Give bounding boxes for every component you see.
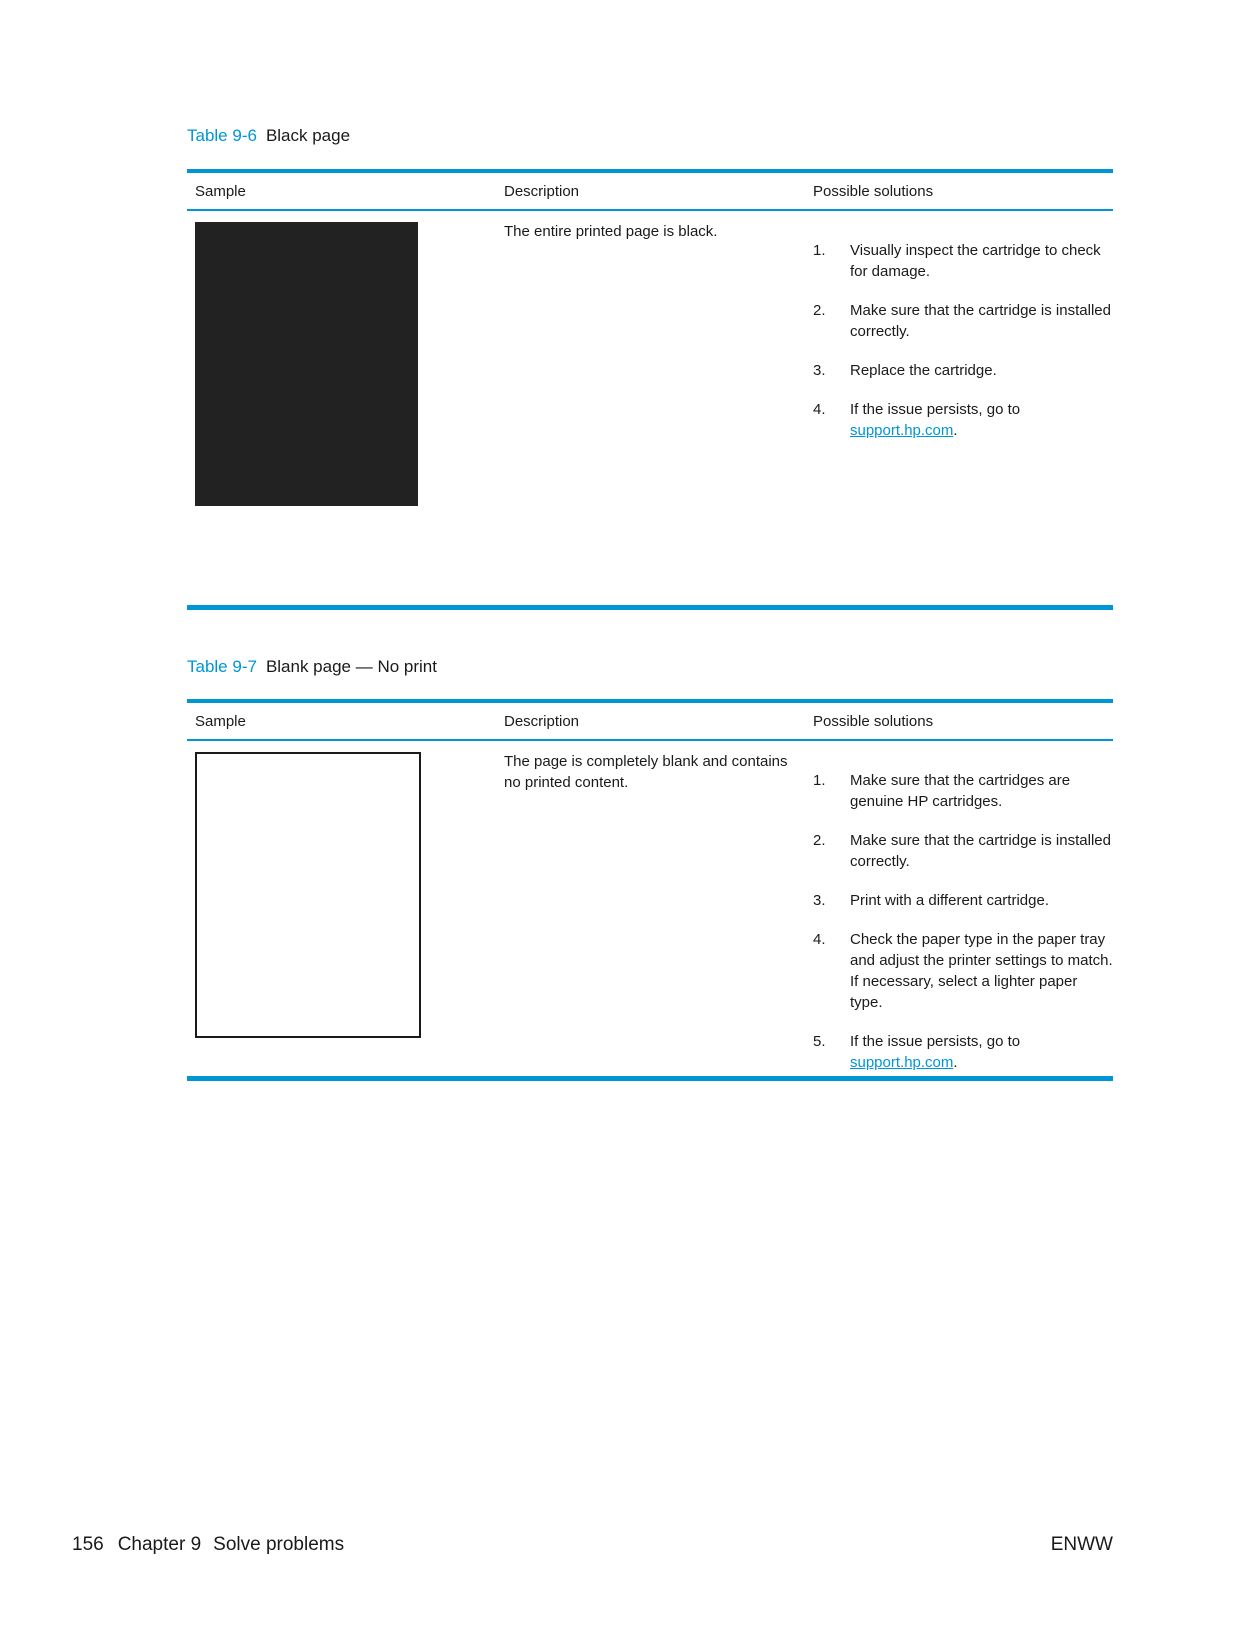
step-text-end: .	[953, 1054, 958, 1071]
header-description: Description	[504, 183, 580, 200]
step-text: Visually inspect the cartridge to check for damage.	[850, 242, 1101, 280]
step-number: 5.	[813, 1033, 826, 1050]
solution-step	[813, 399, 1113, 441]
step-number: 4.	[813, 931, 826, 948]
header-solutions: Possible solutions	[813, 183, 934, 200]
table-bottom-rule	[187, 1076, 1113, 1081]
step-number: 1.	[813, 242, 826, 259]
page-number: 156	[72, 1534, 104, 1555]
table-caption	[187, 657, 1113, 677]
description-text: The page is completely blank and contains no printed content.	[504, 753, 788, 791]
solution-step	[813, 929, 1113, 1013]
solution-step	[813, 240, 1113, 282]
step-text: Print with a different cartridge.	[850, 892, 1049, 909]
solution-step	[813, 1031, 1113, 1073]
header-sample: Sample	[195, 183, 246, 200]
step-number: 2.	[813, 832, 826, 849]
solution-step	[813, 300, 1113, 342]
footer-section: Solve problems	[213, 1534, 345, 1555]
step-number: 2.	[813, 302, 826, 319]
blank-page-sample-image	[195, 752, 421, 1038]
step-text: If the issue persists, go to	[850, 1033, 1021, 1050]
header-solutions: Possible solutions	[813, 713, 934, 730]
table-body-row	[187, 211, 1113, 605]
step-text: Make sure that the cartridge is installed correctly.	[850, 302, 1111, 340]
step-text: Make sure that the cartridges are genuine HP cartridges.	[850, 772, 1071, 810]
table-body-row	[187, 741, 1113, 1076]
table-title: Black page	[265, 126, 351, 145]
solution-step	[813, 770, 1113, 812]
support-link[interactable]: support.hp.com	[850, 1054, 954, 1071]
table-caption	[187, 126, 1113, 146]
step-number: 1.	[813, 772, 826, 789]
table-header-row	[187, 703, 1113, 741]
table-black-page	[187, 126, 1113, 605]
page-footer-left	[72, 1534, 358, 1556]
step-text-end: .	[953, 422, 958, 439]
footer-chapter: Chapter 9	[117, 1534, 202, 1555]
step-text: If the issue persists, go to	[850, 401, 1021, 418]
solution-step	[813, 360, 1113, 381]
footer-locale: ENWW	[1050, 1534, 1113, 1555]
table-label: Table 9-7	[187, 657, 257, 676]
solution-step	[813, 830, 1113, 872]
header-sample: Sample	[195, 713, 246, 730]
solution-steps	[813, 240, 1113, 459]
description-text: The entire printed page is black.	[504, 223, 718, 240]
black-page-sample-image	[195, 222, 418, 506]
step-text: Make sure that the cartridge is installed correctly.	[850, 832, 1111, 870]
step-text: Check the paper type in the paper tray and adjust the printer settings to match. If necessary, select a lighter paper type.	[850, 931, 1113, 1011]
table-blank-page	[187, 657, 1113, 1076]
table-bottom-rule	[187, 605, 1113, 610]
header-description: Description	[504, 713, 580, 730]
solution-steps	[813, 770, 1113, 1091]
table-header-row	[187, 173, 1113, 211]
support-link[interactable]: support.hp.com	[850, 422, 954, 439]
step-number: 3.	[813, 892, 826, 909]
solution-step	[813, 890, 1113, 911]
table-label: Table 9-6	[187, 126, 257, 145]
step-text: Replace the cartridge.	[850, 362, 997, 379]
step-number: 4.	[813, 401, 826, 418]
step-number: 3.	[813, 362, 826, 379]
table-title: Blank page — No print	[265, 657, 437, 676]
